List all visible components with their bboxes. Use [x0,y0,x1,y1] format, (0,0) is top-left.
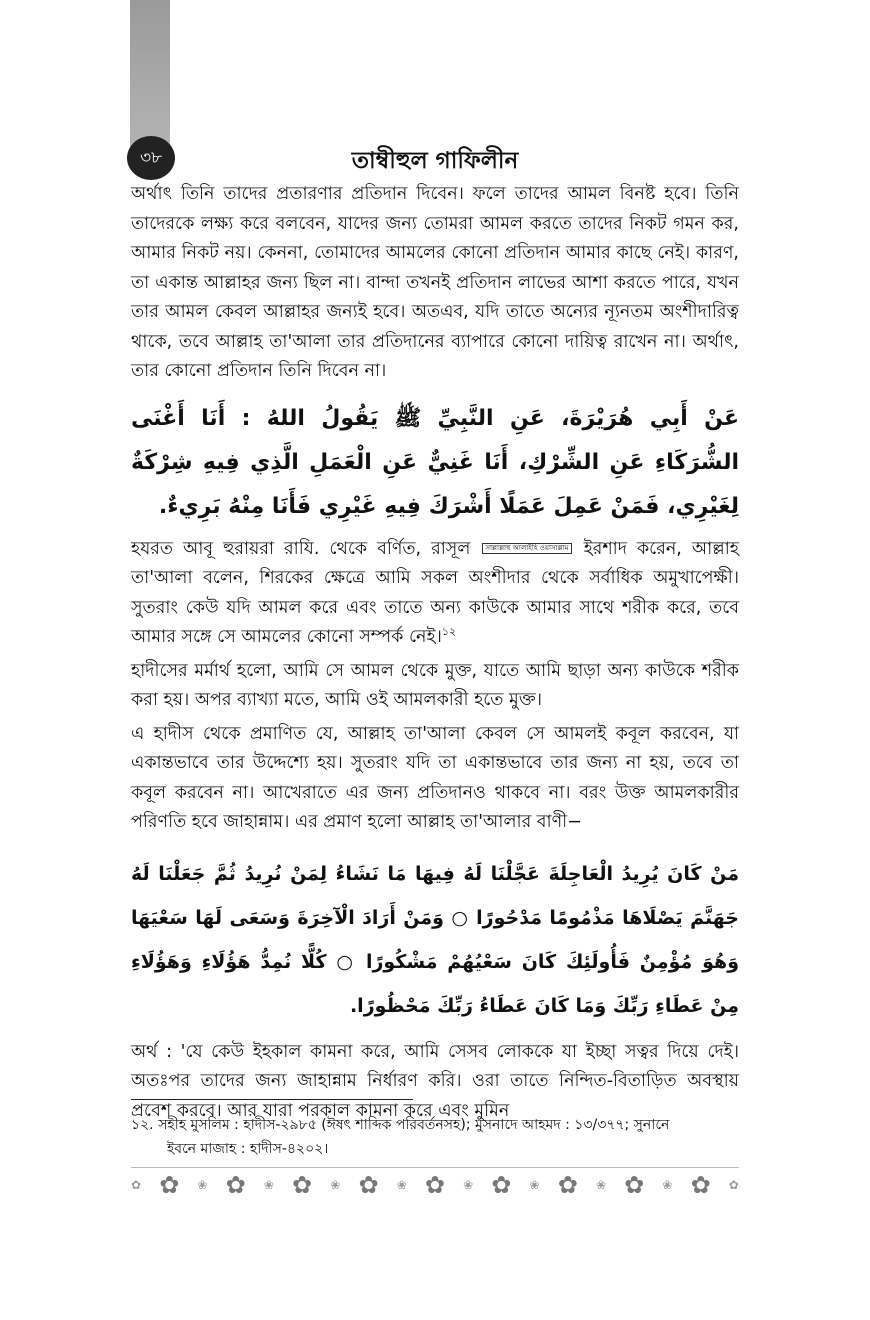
header-tab-bar [130,0,170,158]
flower-icon: ✿ [728,1178,739,1192]
flower-icon: ❀ [595,1178,607,1192]
flower-icon: ❀ [529,1178,540,1192]
flower-icon: ❀ [662,1178,673,1192]
flower-icon: ✿ [624,1171,645,1199]
quran-arabic-text: مَنْ كَانَ يُرِيدُ الْعَاجِلَةَ عَجَّلْنَا لَهُ فِيهَا مَا نَشَاءُ لِمَنْ نُرِيدُ ثُمَّ جَعَلْنَا لَهُ جَهَنَّمَ يَصْلَاهَا مَذْمُومًا مَدْحُورًا ○ وَمَنْ أَرَادَ الْآخِرَةَ وَسَعَى لَهَا سَعْيَهَا وَهُوَ مُؤْمِنٌ فَأُولَئِكَ كَانَ سَعْيُهُمْ مَشْكُورًا ○ كُلًّا نُمِدُّ هَؤُلَاءِ وَهَؤُلَاءِ مِنْ عَطَاءِ رَبِّكَ وَمَا كَانَ عَطَاءُ رَبِّكَ مَحْظُورًا. [131,862,739,1017]
flower-icon: ✿ [424,1171,445,1199]
hadith-translation-start: হযরত আবূ হুরায়রা রাযি. থেকে বর্ণিত, রাসূল [131,538,471,559]
flower-icon: ✿ [131,1178,142,1192]
flower-icon: ✿ [159,1171,180,1199]
book-title: তাম্বীহুল গাফিলীন [351,148,519,174]
flower-icon: ✿ [225,1171,246,1199]
footnote [131,1113,739,1161]
paragraph-intro: অর্থাৎ তিনি তাদের প্রতারণার প্রতিদান দিবেন। ফলে তাদের আমল বিনষ্ট হবে। তিনি তাদেরকে লক্ষ্য করে বলবেন, যাদের জন্য তোমরা আমল করতে তাদের নিকট গমন কর, আমার নিকট নয়। কেননা, তোমাদের আমলের কোনো প্রতিদান আমার কাছে নেই। কারণ, তা একান্ত আল্লাহর জন্য ছিল না। বান্দা তখনই প্রতিদান লাভের আশা করতে পারে, যখন তার আমল কেবল আল্লাহর জন্যই হবে। অতএব, যদি তাতে অন্যের ন্যূনতম অংশীদারিত্ব থাকে, তবে আল্লাহ তা'আলা তার প্রতিদানের ব্যাপারে কোনো দায়িত্ব রাখেন না। অর্থাৎ, তার কোনো প্রতিদান তিনি দিবেন না। [131,184,739,381]
hadith-translation-rest: ইরশাদ করেন, আল্লাহ তা'আলা বলেন, শিরকের ক্ষেত্রে আমি সকল অংশীদার থেকে সর্বাধিক অমুখাপেক্ষী। সুতরাং কেউ যদি আমল করে এবং তাতে অন্য কাউকে আমার সাথে শরীক করে, তবে আমার সঙ্গে সে আমলের কোনো সম্পর্ক নেই। [131,538,739,647]
paragraph-meaning-of-hadith: হাদীসের মর্মার্থ হলো, আমি সে আমল থেকে মুক্ত, যাতে আমি ছাড়া অন্য কাউকে শরীক করা হয়। অপর ব্যাখ্যা মতে, আমি ওই আমলকারী হতে মুক্ত। [131,660,739,710]
footnote-divider [131,1099,413,1100]
footnote-reference[interactable]: ১২ [441,625,457,639]
hadith-translation [131,535,739,653]
page-body [131,180,739,1130]
flower-icon: ✿ [690,1171,711,1199]
flower-icon: ❀ [263,1178,274,1192]
salutation-glyph: সাল্লাল্লাহু আলাইহি ওয়াসাল্লাম [482,543,571,554]
flower-icon: ❀ [396,1178,407,1192]
paragraph-translation: অর্থ : 'যে কেউ ইহকাল কামনা করে, আমি সেসব লোককে যা ইচ্ছা সত্বর দিয়ে দেই। অতঃপর তাদের জন্য জাহান্নাম নির্ধারণ করি। ওরা তাতে নিন্দিত-বিতাড়িত অবস্থায় প্রবেশ করবে। আর যারা পরকাল কামনা করে এবং মুমিন [131,1041,739,1121]
flower-icon: ❀ [330,1178,341,1192]
page-number-badge: ৩৮ [127,136,175,180]
floral-ornament-border [131,1170,739,1200]
footnote-line-2: ইবনে মাজাহ : হাদীস-৪২০২। [167,1141,329,1157]
flower-icon: ❀ [197,1178,208,1192]
flower-icon: ✿ [358,1171,379,1199]
flower-icon: ❀ [463,1178,474,1192]
bottom-divider [131,1167,739,1168]
flower-icon: ✿ [491,1171,512,1199]
footnote-line-1: ১২. সহীহ মুসলিম : হাদীস-২৯৮৫ (ঈষৎ শাব্দিক পরিবর্তনসহ); মুসনাদে আহমদ : ১৩/৩৭৭; সুনানে [131,1117,670,1133]
paragraph-proof: এ হাদীস থেকে প্রমাণিত যে, আল্লাহ তা'আলা কেবল সে আমলই কবূল করবেন, যা একান্তভাবে তার উদ্দেশ্যে হয়। সুতরাং যদি তা একান্তভাবে তার জন্য না হয়, তবে তা কবূল করবেন না। আখেরাতে এর জন্য প্রতিদানও থাকবে না। বরং উক্ত আমলকারীর পরিণতি হবে জাহান্নাম। এর প্রমাণ হলো আল্লাহ তা'আলার বাণী− [131,723,739,832]
flower-icon: ✿ [557,1171,578,1199]
flower-icon: ✿ [292,1171,313,1199]
hadith-arabic-text: عَنْ أَبِي هُرَيْرَةَ، عَنِ النَّبِيِّ ﷺ يَقُولُ اللهُ : أَنَا أَغْنَى الشُّرَكَاءِ عَنِ الشِّرْكِ، أَنَا غَنِيٌّ عَنِ الْعَمَلِ الَّذِي فِيهِ شِرْكَةٌ لِغَيْرِي، فَمَنْ عَمِلَ عَمَلًا أَشْرَكَ فِيهِ غَيْرِي فَأَنَا مِنْهُ بَرِيءٌ. [131,405,739,519]
